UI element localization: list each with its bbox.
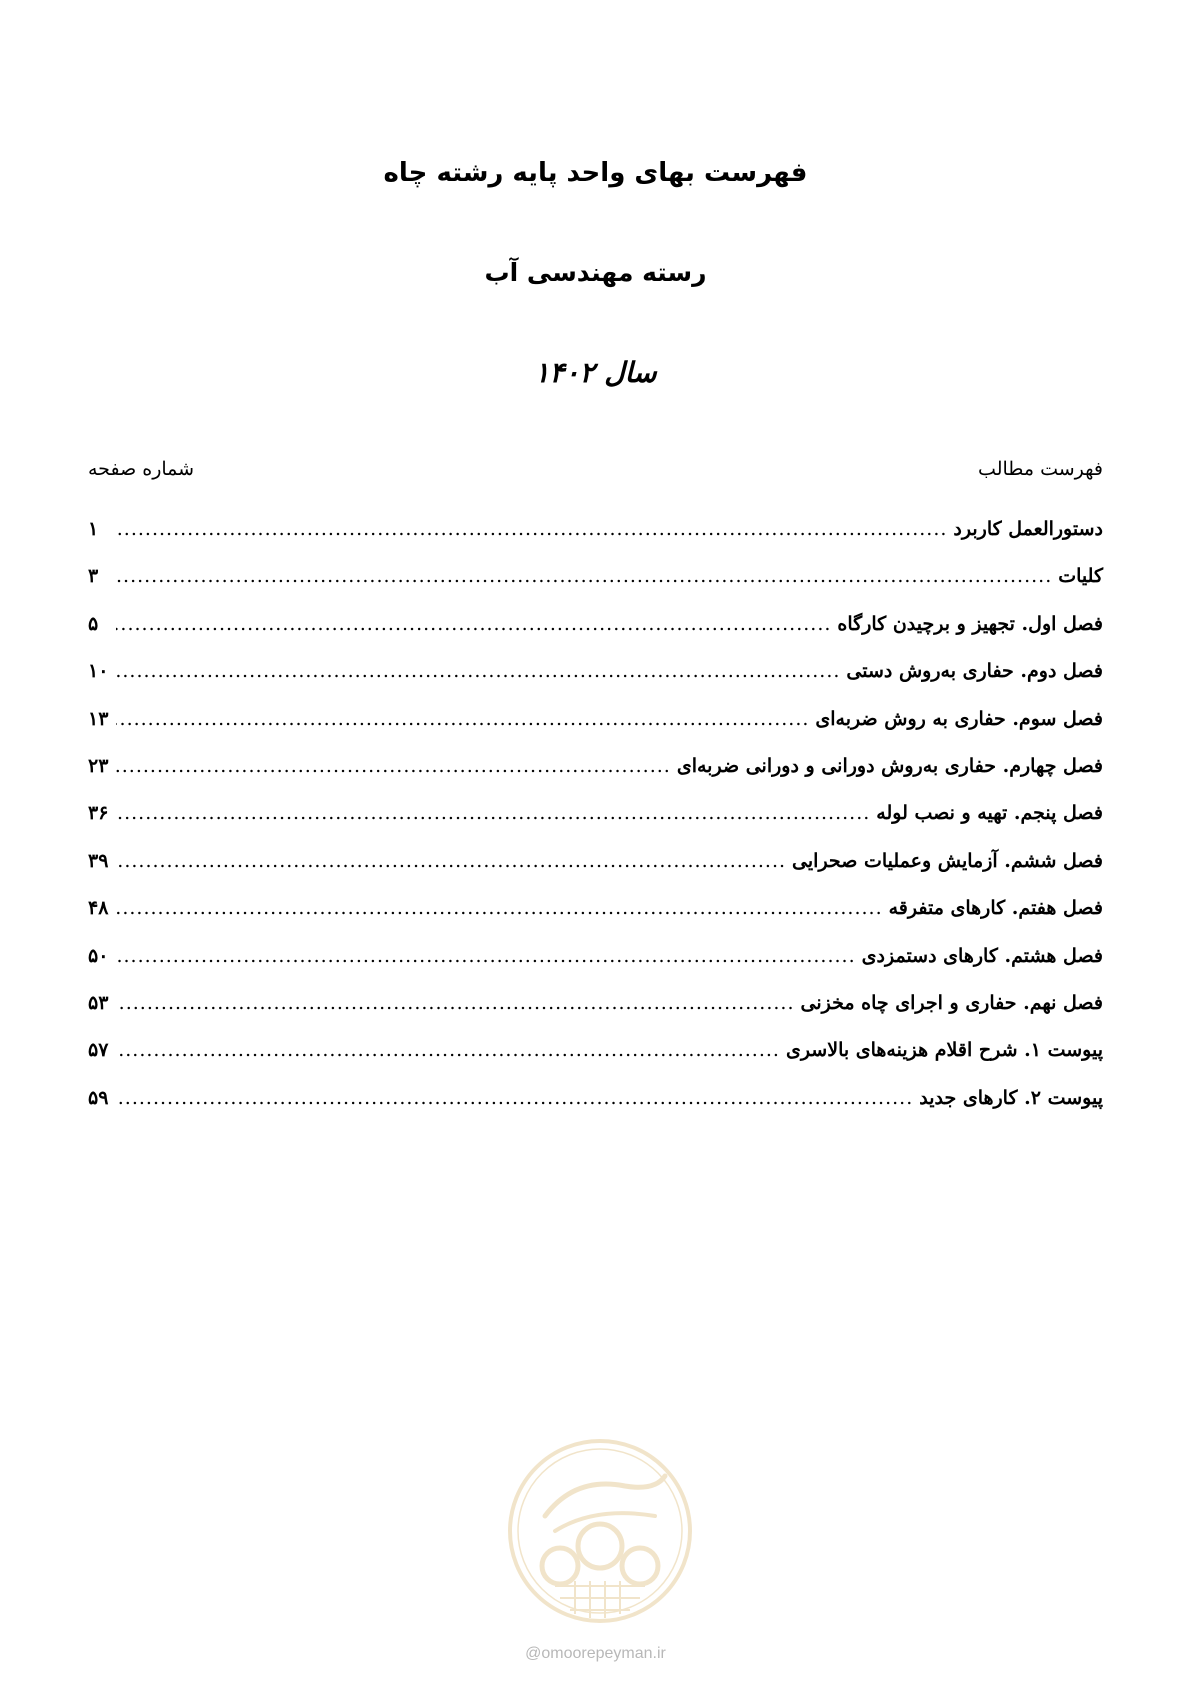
toc-item[interactable]: [88, 518, 1103, 565]
toc-item-page: ۵۹: [88, 1086, 109, 1109]
toc-item-page: ۱۳: [88, 707, 109, 730]
toc-leader-dots: [116, 802, 870, 824]
toc-item[interactable]: [88, 850, 1103, 897]
toc-leader-dots: [116, 945, 856, 967]
toc-item-title: دستورالعمل کاربرد: [953, 518, 1103, 540]
toc-item[interactable]: [88, 802, 1103, 849]
toc-leader-dots: [116, 565, 1052, 587]
toc-leader-dots: [116, 897, 883, 919]
toc-item[interactable]: [88, 897, 1103, 944]
toc-header: [88, 458, 1103, 480]
toc-item-title: فصل سوم. حفاری به روش ضربه‌ای: [815, 707, 1103, 730]
document-title: فهرست بهای واحد پایه رشته چاه: [383, 158, 808, 188]
toc-item-page: ۲۳: [88, 754, 109, 777]
toc-item-title: پیوست ۱. شرح اقلام هزینه‌های بالاسری: [785, 1039, 1103, 1062]
toc-leader-dots: [116, 755, 671, 777]
toc-item-title: فصل دوم. حفاری به‌روش دستی: [846, 660, 1103, 683]
toc-item-title: فصل پنجم. تهیه و نصب لوله: [876, 802, 1103, 825]
watermark-url: @omoorepeyman.ir: [525, 1645, 666, 1662]
toc-item-page: ۳: [88, 565, 99, 588]
toc-item-title: کلیات: [1058, 565, 1103, 588]
toc-item[interactable]: [88, 1087, 1103, 1134]
toc-leader-dots: [116, 708, 809, 730]
toc-leader-dots: [116, 518, 947, 540]
toc-leader-dots: [116, 660, 840, 682]
toc-item-title: فصل اول. تجهیز و برچیدن کارگاه: [837, 612, 1103, 635]
toc-item-page: ۵: [88, 612, 99, 635]
toc-item-title: فصل ششم. آزمایش وعملیات صحرایی: [792, 849, 1103, 872]
toc-item-page: ۱۰: [88, 660, 109, 683]
toc-item-title: فصل هشتم. کارهای دستمزدی: [861, 944, 1103, 967]
document-year: سال ۱۴۰۲: [534, 356, 657, 389]
toc-item[interactable]: [88, 1039, 1103, 1086]
toc-leader-dots: [116, 850, 786, 872]
toc-leader-dots: [116, 1087, 913, 1109]
toc-item[interactable]: [88, 565, 1103, 612]
toc-item[interactable]: [88, 660, 1103, 707]
toc-heading-contents: فهرست مطالب: [978, 458, 1103, 480]
toc-item-page: ۵۳: [88, 991, 109, 1014]
toc-item-page: ۵۰: [88, 944, 109, 967]
toc-item[interactable]: [88, 708, 1103, 755]
watermark-logo-icon: [505, 1436, 695, 1626]
toc-leader-dots: [116, 613, 831, 635]
toc-item[interactable]: [88, 945, 1103, 992]
toc-item-title: فصل هفتم. کارهای متفرقه: [888, 897, 1103, 920]
toc-item-page: ۳۹: [88, 849, 109, 872]
document-subtitle: رسته مهندسی آب: [484, 258, 707, 287]
toc-heading-page-number: شماره صفحه: [88, 458, 195, 480]
toc-item[interactable]: [88, 992, 1103, 1039]
toc-item-title: پیوست ۲. کارهای جدید: [919, 1086, 1103, 1109]
toc-item-page: ۱: [88, 518, 99, 540]
toc-item-title: فصل نهم. حفاری و اجرای چاه مخزنی: [800, 991, 1103, 1014]
toc-item-page: ۴۸: [88, 897, 109, 920]
toc-item-title: فصل چهارم. حفاری به‌روش دورانی و دورانی ضربه‌ای: [676, 754, 1103, 777]
toc-item-page: ۵۷: [88, 1039, 109, 1062]
table-of-contents: [88, 518, 1103, 1134]
toc-item-page: ۳۶: [88, 802, 109, 825]
toc-item[interactable]: [88, 613, 1103, 660]
toc-leader-dots: [116, 992, 794, 1014]
toc-item[interactable]: [88, 755, 1103, 802]
toc-leader-dots: [116, 1039, 780, 1061]
